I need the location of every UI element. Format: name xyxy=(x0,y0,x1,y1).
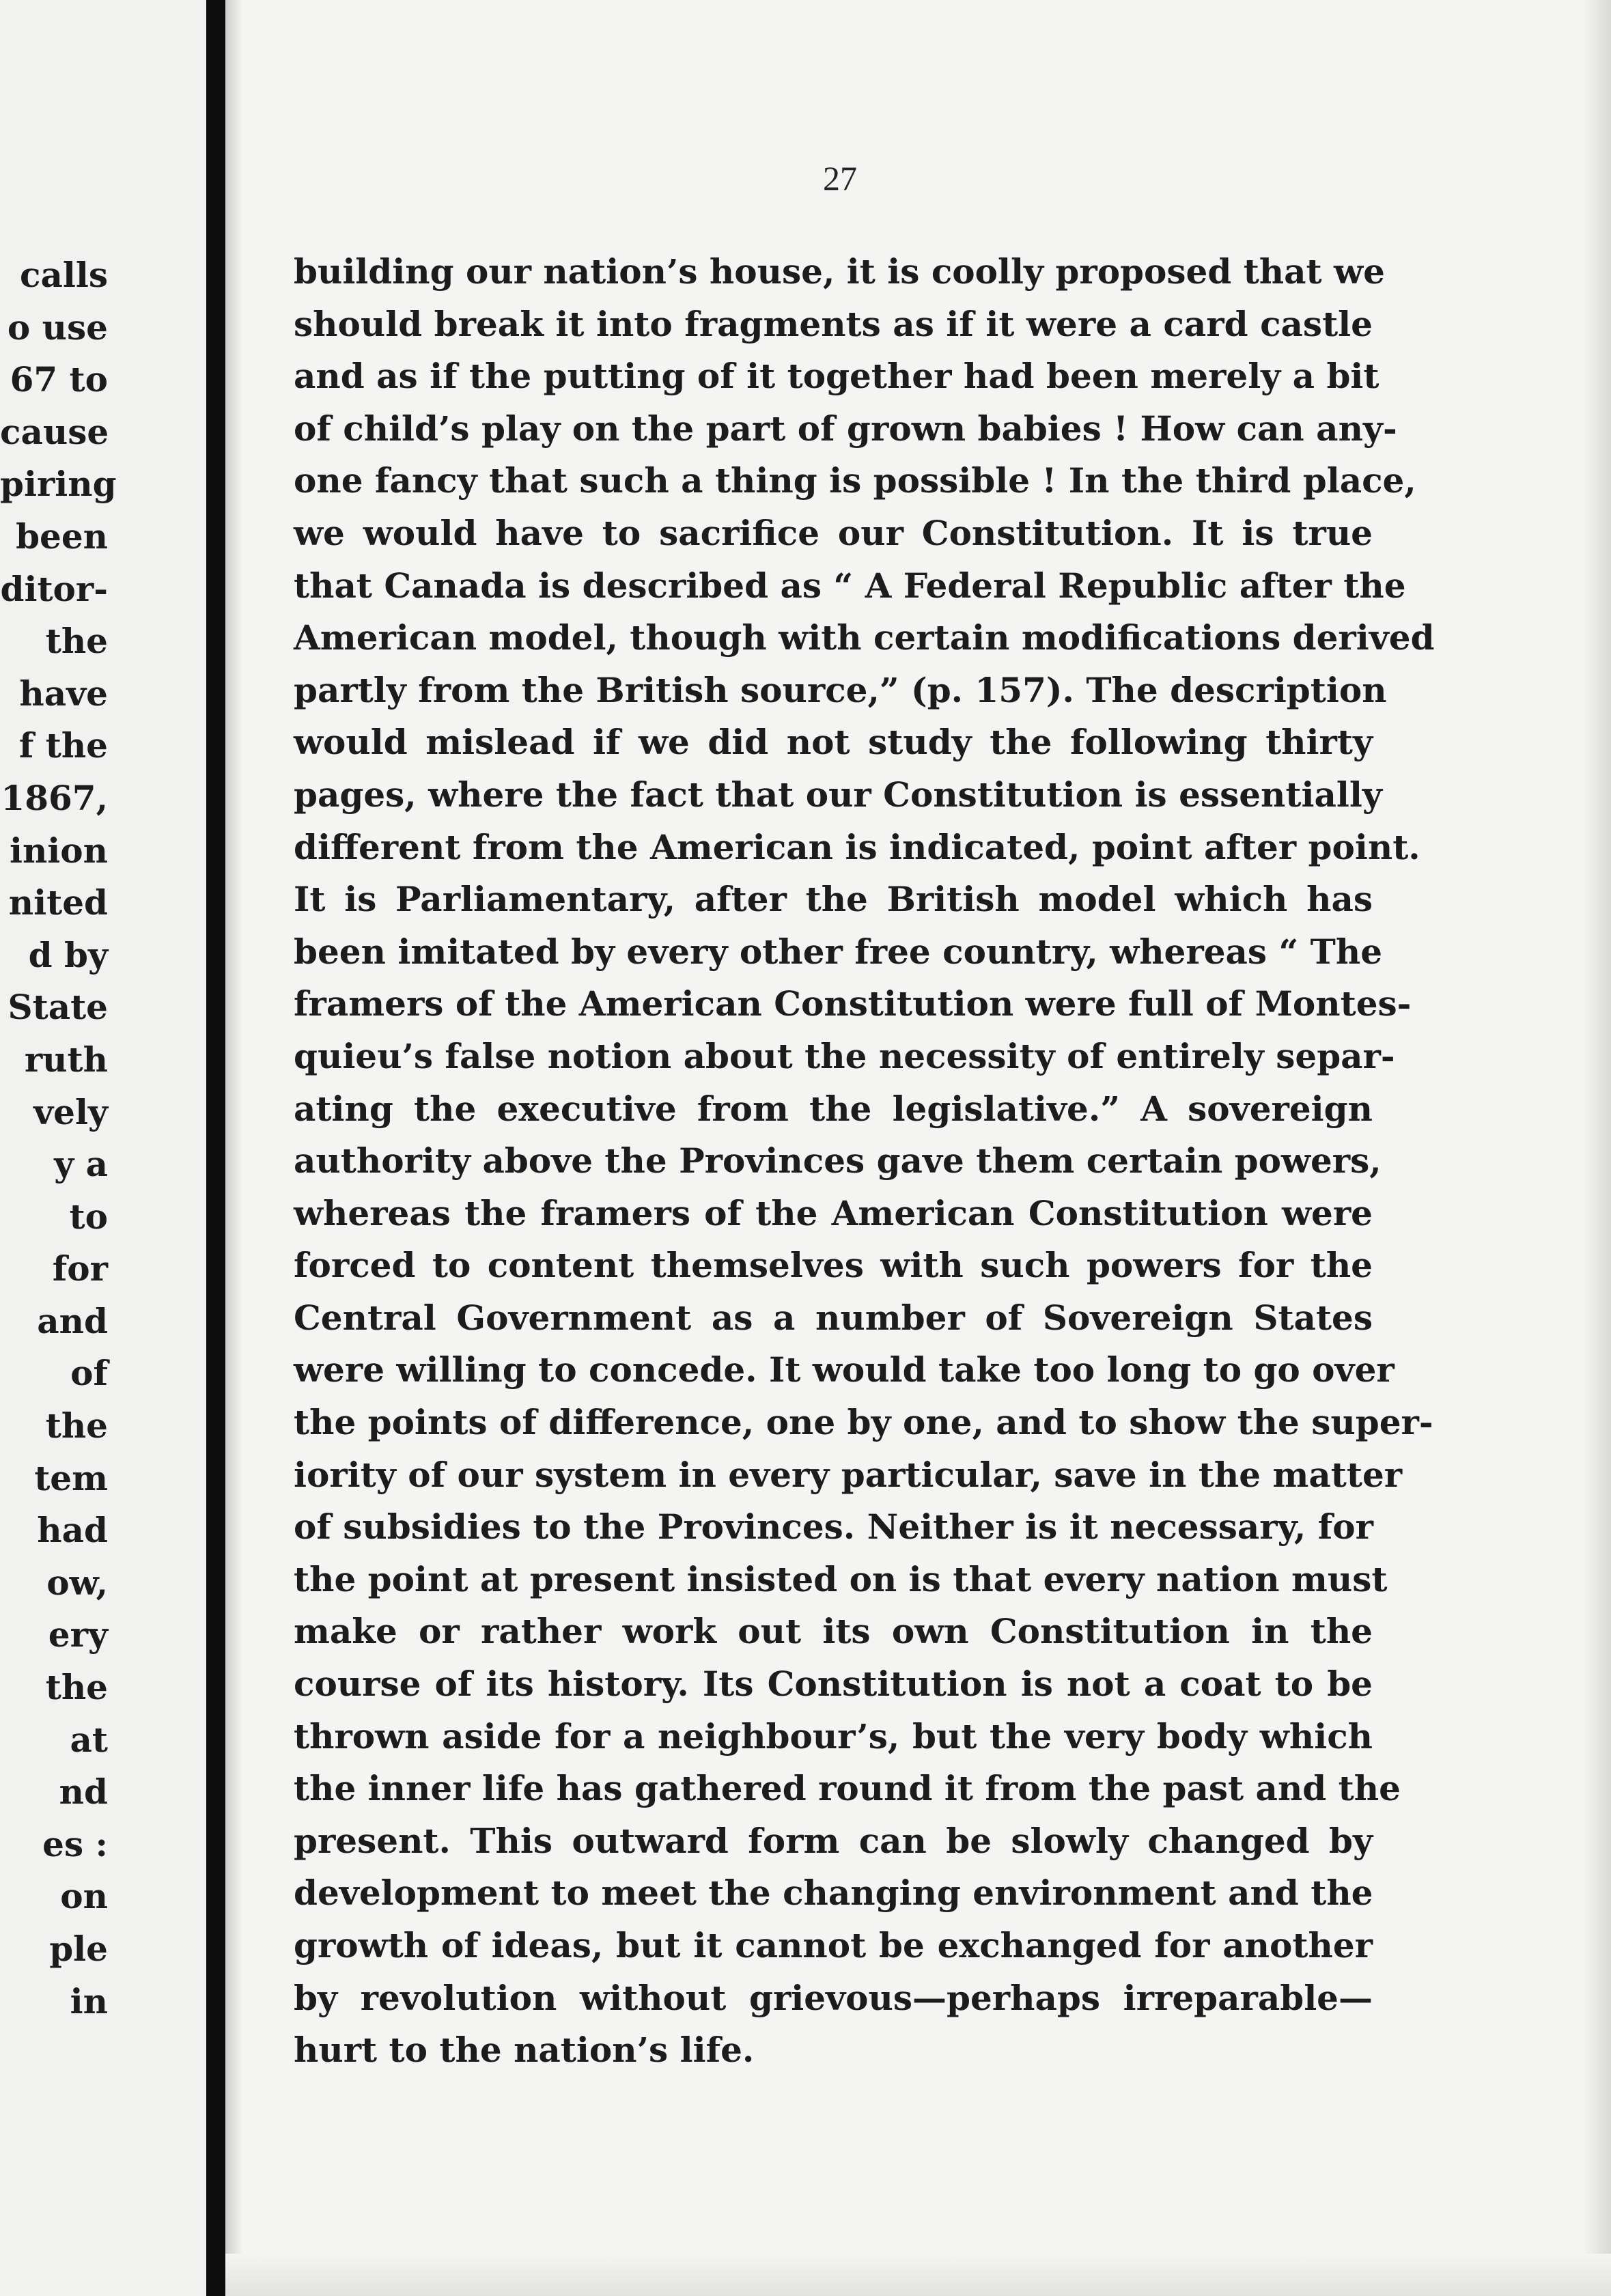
facing-page-line-fragment: o use xyxy=(7,307,108,348)
text-line: of child’s play on the part of grown babies ! How can any- xyxy=(294,408,1397,449)
text-line: growth of ideas, but it cannot be exchanged for another xyxy=(294,1925,1373,1965)
text-line: that Canada is described as “ A Federal Republic after the xyxy=(294,565,1406,606)
text-line: make or rather work out its own Constitution in the xyxy=(294,1611,1373,1652)
text-line: ating the executive from the legislative.” A sovereign xyxy=(294,1088,1373,1129)
facing-page-line-fragment: 67 to xyxy=(10,359,108,400)
facing-page-line-fragment: nited xyxy=(8,882,108,923)
facing-page-line-fragment: nd xyxy=(59,1772,108,1812)
text-line: whereas the framers of the American Constitution were xyxy=(294,1192,1373,1233)
text-line: of subsidies to the Provinces. Neither is it necessary, for xyxy=(294,1507,1373,1548)
facing-page-line-fragment: of xyxy=(70,1353,108,1394)
text-line: we would have to sacrifice our Constitution. It is true xyxy=(294,512,1373,553)
text-line: thrown aside for a neighbour’s, but the very body which xyxy=(294,1716,1373,1756)
page-number: 27 xyxy=(823,159,857,197)
facing-page-line-fragment: tem xyxy=(34,1457,108,1498)
facing-page-line-fragment: ple xyxy=(49,1929,108,1969)
text-line: should break it into fragments as if it were a card castle xyxy=(294,303,1373,344)
facing-page-line-fragment: and xyxy=(37,1300,108,1341)
text-line: present. This outward form can be slowly changed by xyxy=(294,1820,1373,1861)
text-line: Central Government as a number of Sovereign States xyxy=(294,1297,1373,1338)
facing-page-line-fragment: the xyxy=(45,621,108,662)
text-line: different from the American is indicated, point after point. xyxy=(294,826,1420,867)
text-line: It is Parliamentary, after the British model which has xyxy=(294,879,1373,920)
facing-page-line-fragment: the xyxy=(45,1405,108,1446)
text-line: the points of difference, one by one, and to show the super- xyxy=(294,1402,1433,1443)
facing-page-line-fragment: ditor- xyxy=(0,568,108,609)
text-line: hurt to the nation’s life. xyxy=(294,2030,755,2071)
facing-page-line-fragment: ow, xyxy=(46,1562,108,1603)
facing-page-line-fragment: State xyxy=(8,987,108,1028)
page-edge-bottom xyxy=(225,2254,1611,2296)
text-line: would mislead if we did not study the following thirty xyxy=(294,722,1373,763)
text-line: were willing to concede. It would take too long to go over xyxy=(294,1349,1395,1390)
text-line: authority above the Provinces gave them certain powers, xyxy=(294,1140,1382,1181)
facing-page-line-fragment: had xyxy=(37,1510,108,1551)
text-line: quieu’s false notion about the necessity of entirely separ- xyxy=(294,1035,1395,1076)
facing-page-line-fragment: ruth xyxy=(24,1039,108,1080)
text-line: American model, though with certain modifications derived xyxy=(294,617,1435,658)
text-line: the inner life has gathered round it from the past and the xyxy=(294,1768,1401,1809)
text-line: iority of our system in every particular, save in the matter xyxy=(294,1454,1403,1495)
facing-page-line-fragment: at xyxy=(70,1719,108,1760)
facing-page-line-fragment: ery xyxy=(48,1614,108,1655)
text-line: forced to content themselves with such powers for the xyxy=(294,1245,1373,1286)
facing-page-line-fragment: es : xyxy=(42,1823,108,1864)
facing-page-line-fragment: piring xyxy=(0,464,117,505)
facing-page-line-fragment: for xyxy=(52,1248,108,1289)
text-line: development to meet the changing environment and the xyxy=(294,1873,1373,1914)
facing-page-left xyxy=(0,0,206,2296)
facing-page-text-fragments xyxy=(0,249,117,2028)
text-line: the point at present insisted on is that every nation must xyxy=(294,1558,1388,1599)
facing-page-line-fragment: calls xyxy=(20,255,108,295)
facing-page-line-fragment: have xyxy=(19,673,108,714)
text-line: one fancy that such a thing is possible ! In the third place, xyxy=(294,460,1416,501)
facing-page-line-fragment: to xyxy=(69,1196,108,1237)
text-line: framers of the American Constitution were full of Montes- xyxy=(294,983,1412,1024)
book-gutter xyxy=(206,0,225,2296)
facing-page-line-fragment: y a xyxy=(54,1144,108,1185)
facing-page-line-fragment: 1867, xyxy=(1,777,108,818)
text-line: partly from the British source,” (p. 157). The description xyxy=(294,669,1387,710)
text-line: been imitated by every other free country, whereas “ The xyxy=(294,931,1383,972)
facing-page-line-fragment: the xyxy=(45,1667,108,1708)
facing-page-line-fragment: f the xyxy=(18,725,108,766)
body-text xyxy=(294,246,1435,2077)
facing-page-line-fragment: been xyxy=(16,516,108,557)
text-line: by revolution without grievous—perhaps irreparable— xyxy=(294,1977,1373,2018)
text-line: building our nation’s house, it is coolly proposed that we xyxy=(294,251,1385,292)
facing-page-line-fragment: d by xyxy=(28,934,108,975)
page-edge-right xyxy=(1583,0,1611,2296)
text-line: and as if the putting of it together had been merely a bit xyxy=(294,356,1379,397)
facing-page-line-fragment: in xyxy=(70,1980,108,2021)
facing-page-line-fragment: on xyxy=(60,1876,108,1917)
facing-page-line-fragment: inion xyxy=(9,830,108,871)
facing-page-line-fragment: cause xyxy=(0,411,109,452)
text-line: pages, where the fact that our Constitution is essentially xyxy=(294,774,1382,815)
text-line: course of its history. Its Constitution is not a coat to be xyxy=(294,1664,1373,1705)
facing-page-line-fragment: vely xyxy=(33,1091,108,1132)
gutter-shadow xyxy=(225,0,243,2296)
